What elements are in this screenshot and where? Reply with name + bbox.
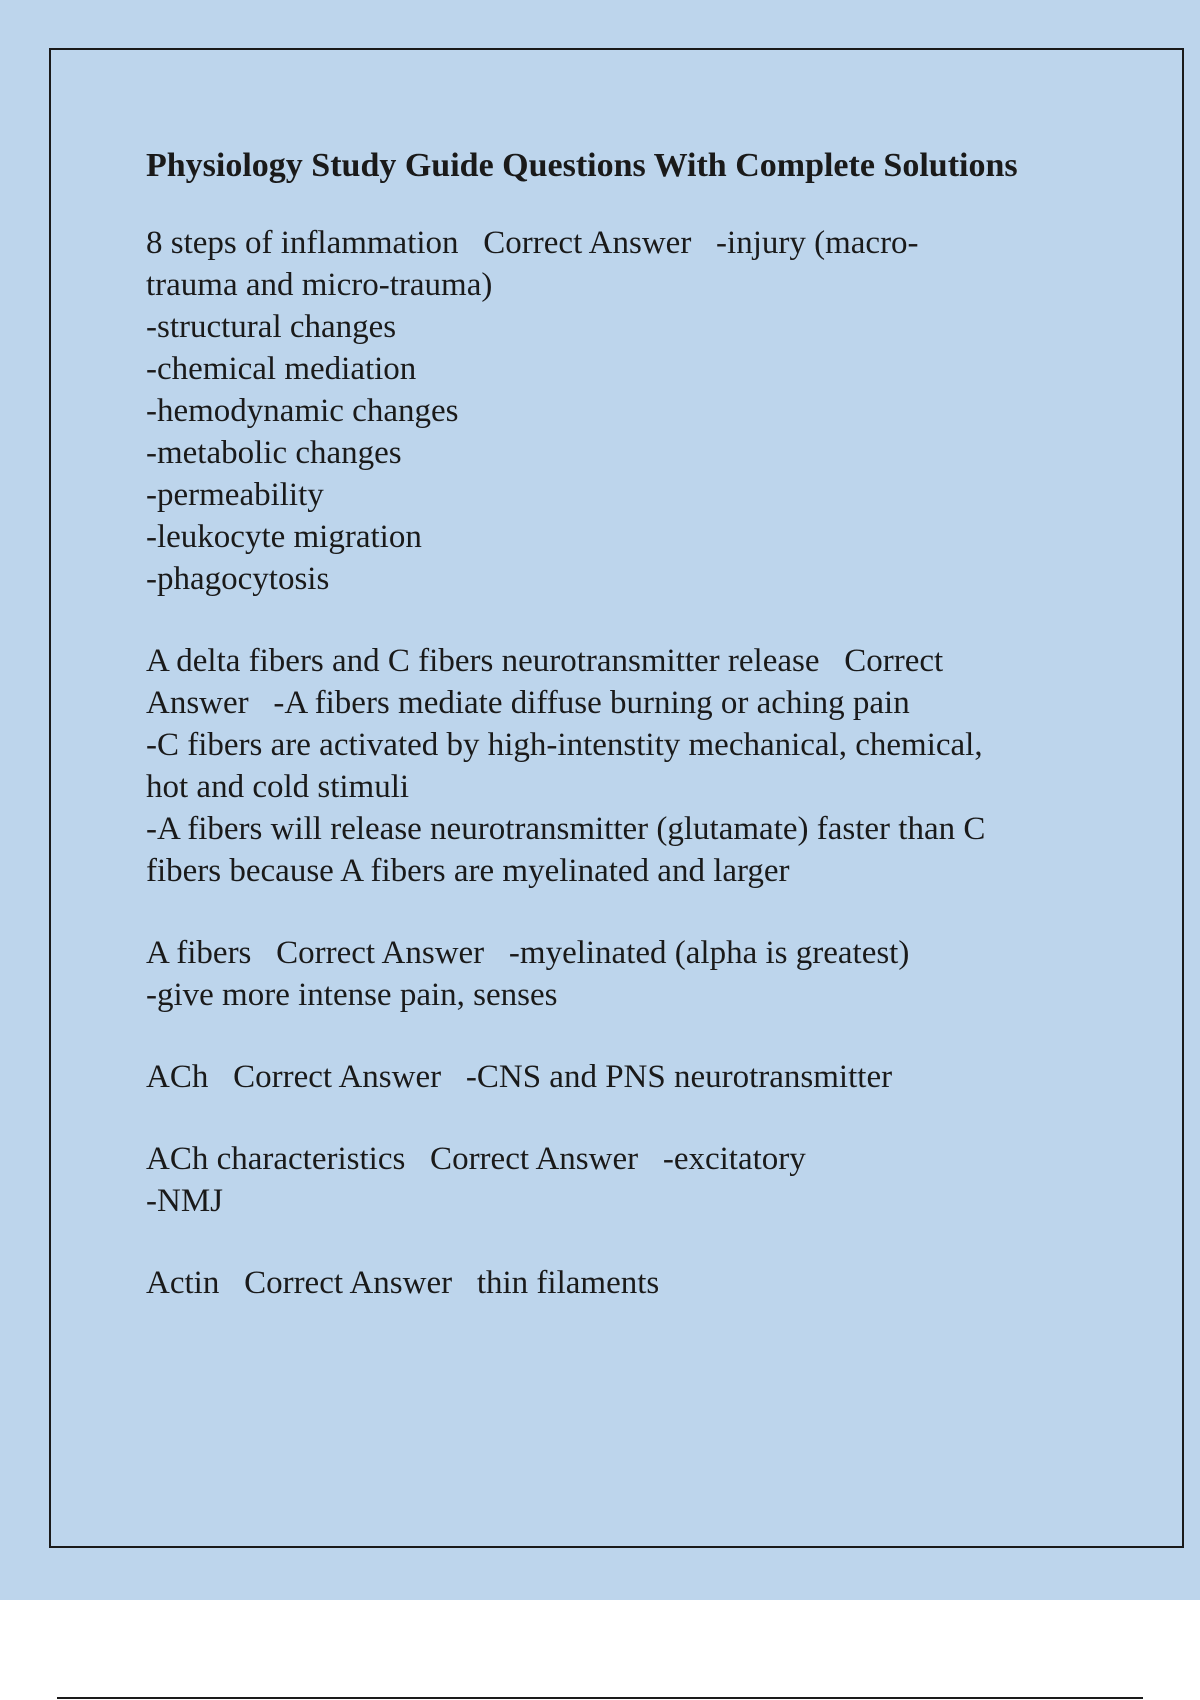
entry-line: hot and cold stimuli <box>146 769 410 805</box>
entry-line: -A fibers will release neurotransmitter (glutamate) faster than C <box>146 811 986 847</box>
entry-line: -hemodynamic changes <box>146 393 459 429</box>
qa-entry-ach <box>146 1056 1106 1098</box>
qa-entry-a-delta-c-fibers <box>146 640 1106 892</box>
entry-line: -metabolic changes <box>146 435 402 471</box>
document-title: Physiology Study Guide Questions With Complete Solutions <box>146 147 1018 184</box>
entry-line: -chemical mediation <box>146 351 417 387</box>
qa-entry-actin <box>146 1262 1106 1304</box>
qa-entry-ach-characteristics <box>146 1138 1106 1222</box>
entry-line: A fibers Correct Answer -myelinated (alpha is greatest) <box>146 935 910 971</box>
entry-line: -C fibers are activated by high-intenstity mechanical, chemical, <box>146 727 983 763</box>
entry-line: -permeability <box>146 477 324 513</box>
entry-line: -give more intense pain, senses <box>146 977 558 1013</box>
entry-line: fibers because A fibers are myelinated and larger <box>146 853 790 889</box>
entry-line: -structural changes <box>146 309 397 345</box>
qa-entry-a-fibers <box>146 932 1106 1016</box>
bottom-divider <box>57 1697 1143 1699</box>
entry-line: trauma and micro-trauma) <box>146 267 493 303</box>
entry-line: -phagocytosis <box>146 561 330 597</box>
entry-line: Answer -A fibers mediate diffuse burning or aching pain <box>146 685 910 721</box>
entry-line: -leukocyte migration <box>146 519 422 555</box>
entry-line: ACh characteristics Correct Answer -excitatory <box>146 1141 806 1177</box>
entry-line: 8 steps of inflammation Correct Answer -injury (macro- <box>146 225 919 261</box>
entry-line: Actin Correct Answer thin filaments <box>146 1265 660 1301</box>
entry-line: A delta fibers and C fibers neurotransmitter release Correct <box>146 643 944 679</box>
document-content <box>146 140 1106 1344</box>
qa-entry-inflammation <box>146 222 1106 600</box>
entry-line: -NMJ <box>146 1183 224 1219</box>
entry-line: ACh Correct Answer -CNS and PNS neurotransmitter <box>146 1059 893 1095</box>
